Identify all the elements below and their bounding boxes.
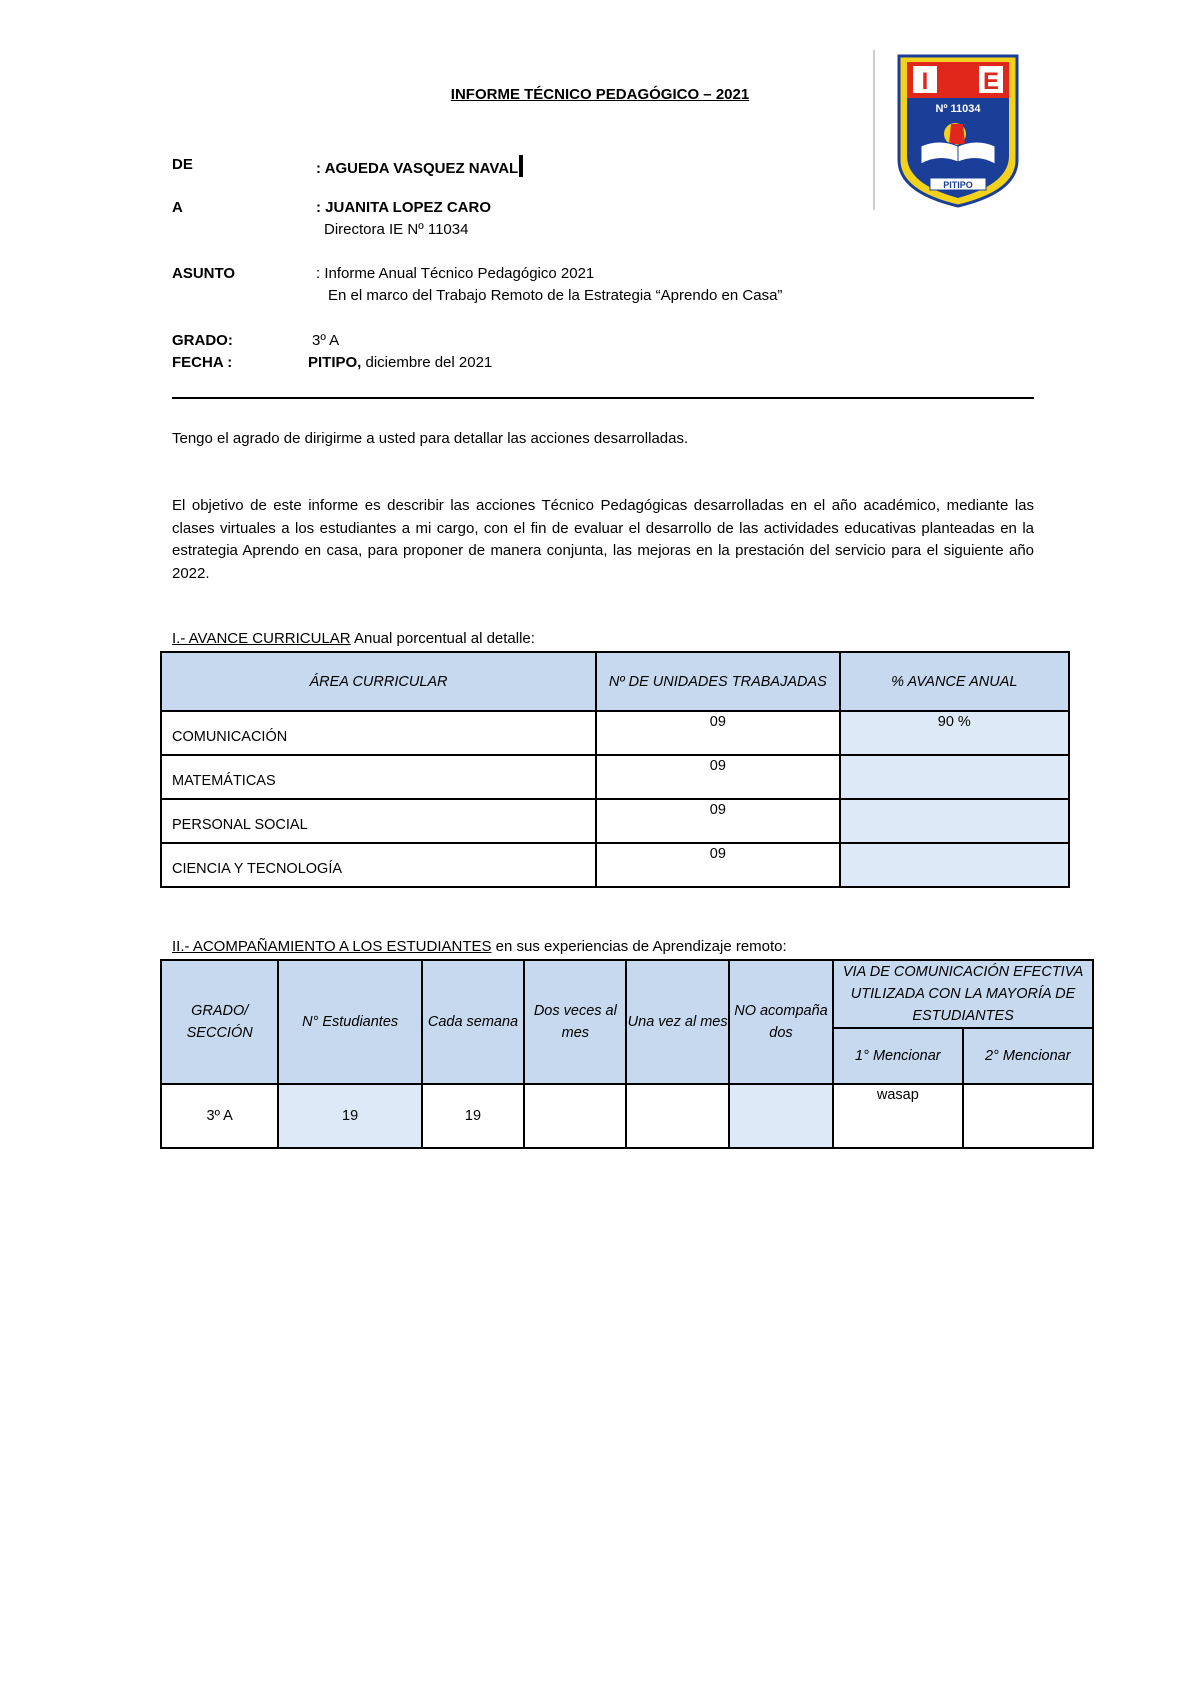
area-cell: CIENCIA Y TECNOLOGÍA bbox=[161, 843, 596, 887]
mention2-cell bbox=[963, 1084, 1093, 1148]
area-cell: COMUNICACIÓN bbox=[161, 711, 596, 755]
col-communication-header: VIA DE COMUNICACIÓN EFECTIVA UTILIZADA CON LA MAYORÍA DE ESTUDIANTES bbox=[833, 960, 1093, 1028]
col-area-header: ÁREA CURRICULAR bbox=[161, 652, 596, 711]
logo-letter-i: I bbox=[921, 68, 929, 95]
section2-heading-rest: en sus experiencias de Aprendizaje remoto: bbox=[491, 938, 787, 955]
a-value: : JUANITA LOPEZ CARO bbox=[316, 199, 491, 216]
pct-cell bbox=[840, 755, 1069, 799]
table-row bbox=[161, 711, 1069, 755]
intro-paragraph: Tengo el agrado de dirigirme a usted para detallar las acciones desarrolladas. bbox=[172, 430, 689, 447]
pct-cell bbox=[840, 843, 1069, 887]
table-header-row bbox=[161, 960, 1093, 1028]
pct-cell: 90 % bbox=[840, 711, 1069, 755]
document-title: INFORME TÉCNICO PEDAGÓGICO – 2021 bbox=[450, 86, 750, 103]
area-cell: PERSONAL SOCIAL bbox=[161, 799, 596, 843]
col-mention1-header: 1° Mencionar bbox=[833, 1028, 962, 1084]
units-cell: 09 bbox=[596, 755, 840, 799]
de-label: DE bbox=[172, 156, 193, 173]
table-row bbox=[161, 843, 1069, 887]
curricular-progress-table bbox=[160, 651, 1070, 888]
asunto-label: ASUNTO bbox=[172, 265, 236, 282]
grado-label: GRADO: bbox=[172, 332, 233, 349]
recipient-role: Directora IE Nº 11034 bbox=[324, 221, 469, 238]
table-row bbox=[161, 1084, 1093, 1148]
area-cell: MATEMÁTICAS bbox=[161, 755, 596, 799]
col-not-supported-header: NO acompaña dos bbox=[729, 960, 833, 1084]
section1-heading bbox=[172, 630, 535, 647]
grado-cell: 3º A bbox=[161, 1084, 278, 1148]
pct-cell bbox=[840, 799, 1069, 843]
objective-paragraph: El objetivo de este informe es describir las acciones Técnico Pedagógicas desarrolladas en el año académico, mediante las clases virtuales a los estudiantes a mi cargo, con el fin de evaluar el desarrollo de las actividades educativas planteadas en la estrategia Aprendo en casa, para proponer de manera conjunta, las mejoras en la prestación del servicio para el siguiente año 2022. bbox=[172, 497, 1034, 582]
col-weekly-header: Cada semana bbox=[422, 960, 524, 1084]
table-header-row bbox=[161, 652, 1069, 711]
a-label: A bbox=[172, 199, 183, 216]
header-divider bbox=[172, 397, 1034, 399]
col-twice-month-header: Dos veces al mes bbox=[524, 960, 626, 1084]
logo-divider bbox=[873, 50, 875, 210]
fecha-date: diciembre del 2021 bbox=[361, 354, 493, 371]
student-support-table bbox=[160, 959, 1094, 1149]
logo-number: Nº 11034 bbox=[935, 103, 981, 115]
logo-letter-e: E bbox=[982, 68, 1000, 95]
twice-month-cell bbox=[524, 1084, 626, 1148]
logo-place: PITIPO bbox=[943, 180, 973, 190]
col-pct-header: % AVANCE ANUAL bbox=[840, 652, 1069, 711]
table-row bbox=[161, 755, 1069, 799]
units-cell: 09 bbox=[596, 799, 840, 843]
units-cell: 09 bbox=[596, 711, 840, 755]
fecha-place: PITIPO, bbox=[308, 354, 362, 371]
col-units-header: Nº DE UNIDADES TRABAJADAS bbox=[596, 652, 840, 711]
weekly-cell: 19 bbox=[422, 1084, 524, 1148]
section2-heading bbox=[172, 938, 787, 955]
col-once-month-header: Una vez al mes bbox=[626, 960, 728, 1084]
de-value bbox=[316, 155, 523, 179]
mention1-cell: wasap bbox=[833, 1084, 962, 1148]
grado-value: 3º A bbox=[312, 332, 340, 349]
fecha-label: FECHA : bbox=[172, 354, 233, 371]
section1-heading-rest: Anual porcentual al detalle: bbox=[350, 630, 535, 647]
col-grado-header: GRADO/ SECCIÓN bbox=[161, 960, 278, 1084]
asunto-line2: En el marco del Trabajo Remoto de la Estrategia “Aprendo en Casa” bbox=[328, 287, 783, 304]
once-month-cell bbox=[626, 1084, 728, 1148]
table-row bbox=[161, 799, 1069, 843]
sender-name: : AGUEDA VASQUEZ NAVAL bbox=[316, 160, 519, 177]
units-cell: 09 bbox=[596, 843, 840, 887]
students-cell: 19 bbox=[278, 1084, 421, 1148]
col-students-header: N° Estudiantes bbox=[278, 960, 421, 1084]
section2-heading-prefix: II.- ACOMPAÑAMIENTO A LOS ESTUDIANTES bbox=[172, 938, 492, 955]
text-cursor bbox=[519, 155, 523, 177]
col-mention2-header: 2° Mencionar bbox=[963, 1028, 1093, 1084]
fecha-value bbox=[308, 353, 492, 373]
section1-heading-prefix: I.- AVANCE CURRICULAR bbox=[172, 630, 351, 647]
school-crest-logo bbox=[893, 52, 1023, 210]
not-supported-cell bbox=[729, 1084, 833, 1148]
asunto-value: : Informe Anual Técnico Pedagógico 2021 bbox=[316, 265, 595, 282]
